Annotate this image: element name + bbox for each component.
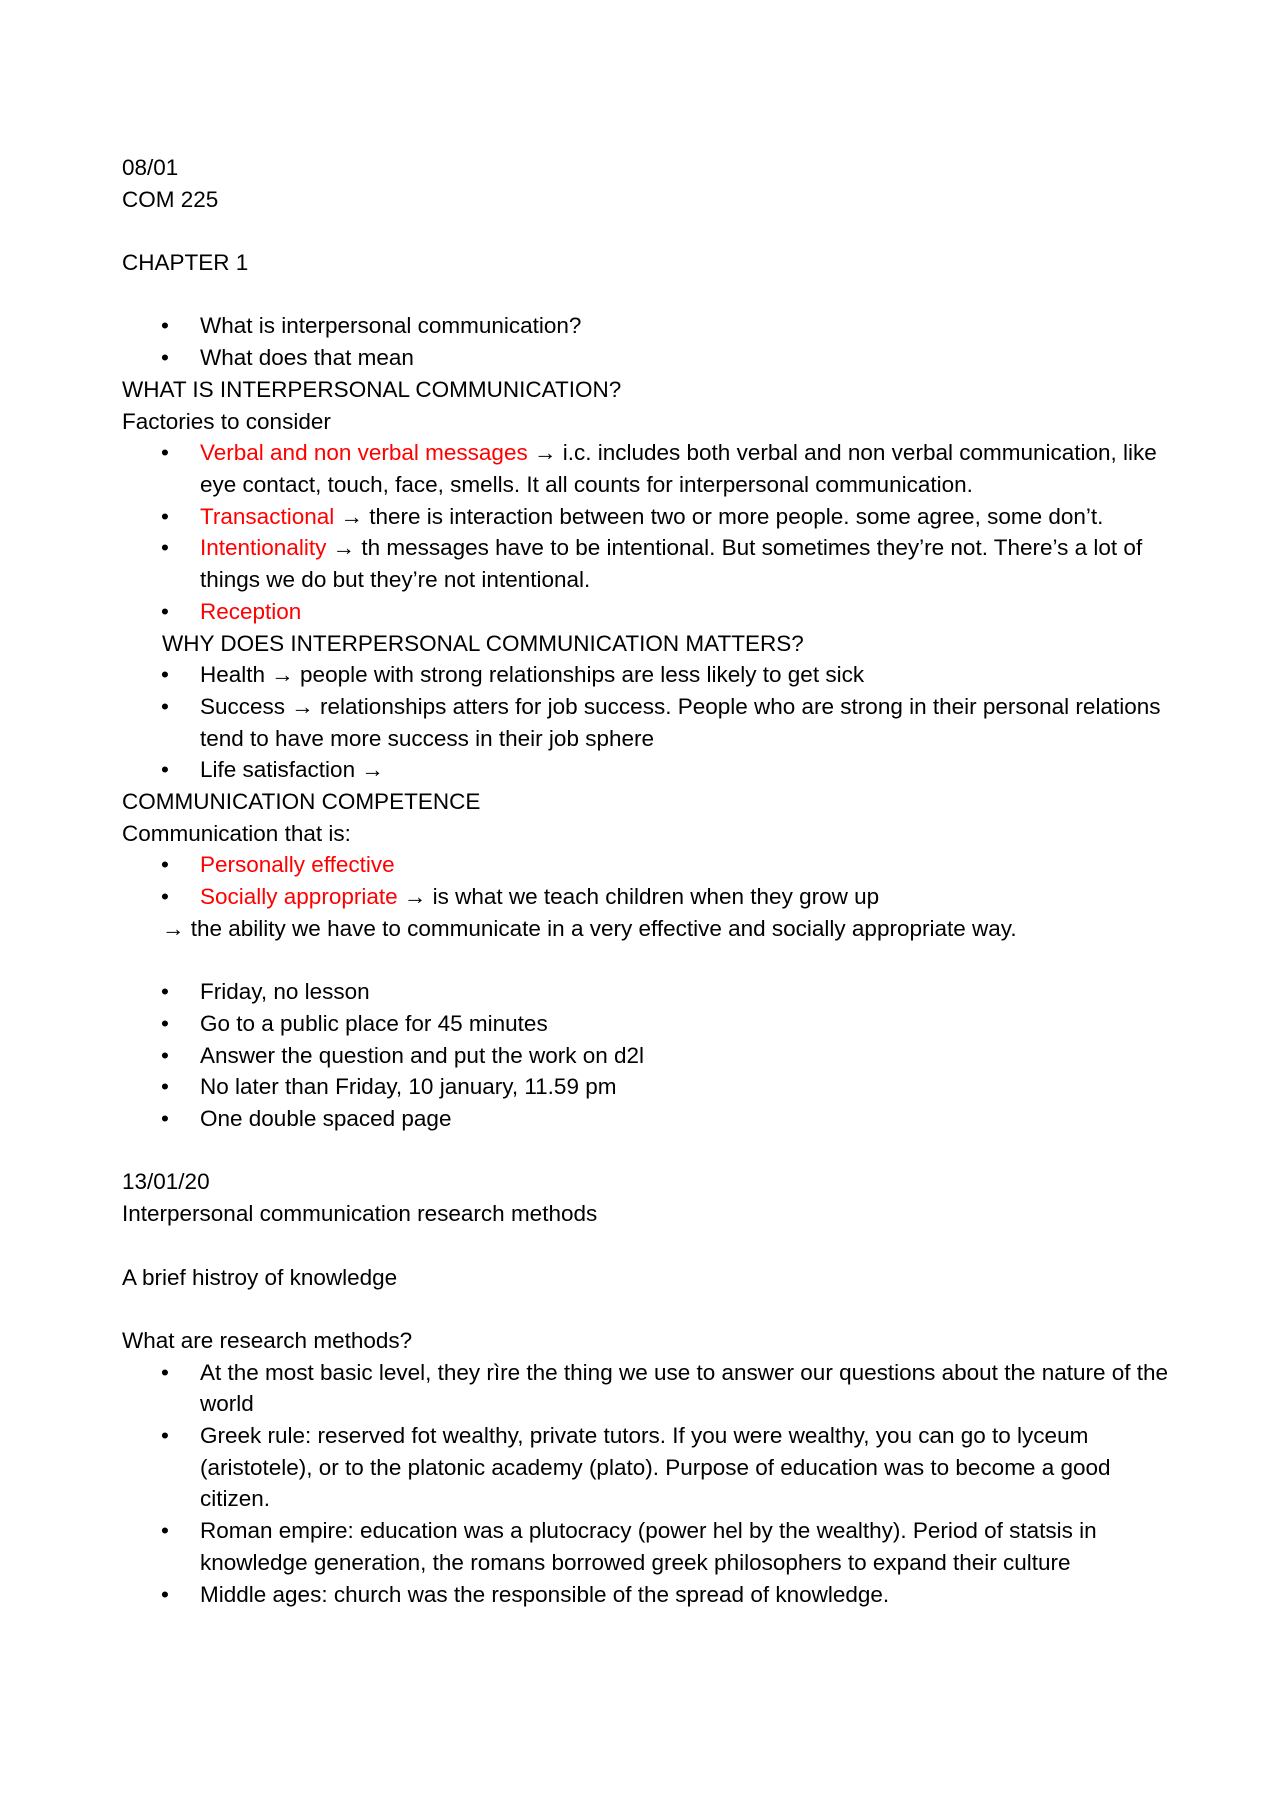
term-highlight: Transactional: [200, 503, 335, 529]
list-item: [122, 881, 1180, 913]
research-list: [122, 1357, 1180, 1611]
section-subheading-competence: Communication that is:: [122, 820, 351, 846]
term-highlight: Verbal and non verbal messages: [200, 440, 528, 466]
factor-list: [122, 437, 1180, 627]
list-item: • Greek rule: reserved fot wealthy, private tutors. If you were wealthy, you can go to lyceum (aristotele), or to the platonic academy (plato). Purpose of education was to become a good citizen.: [122, 1420, 1180, 1515]
second-note-title: Interpersonal communication research methods: [122, 1201, 598, 1227]
spacer: [122, 945, 1180, 977]
term-description: → th messages have to be intentional. But sometimes they’re not. There’s a lot of things we do but they’re not intentional.: [200, 535, 1143, 593]
research-question: What are research methods?: [122, 1327, 413, 1353]
list-item: • Answer the question and put the work on d2l: [122, 1040, 1180, 1072]
list-item: • Friday, no lesson: [122, 976, 1180, 1008]
list-item: • What is interpersonal communication?: [122, 310, 1180, 342]
chapter-heading: CHAPTER 1: [122, 250, 249, 276]
list-item: • At the most basic level, they rìre the thing we use to answer our questions about the nature of the world: [122, 1357, 1180, 1420]
spacer: [122, 279, 1180, 311]
term-highlight: Personally effective: [200, 852, 395, 878]
list-item: [122, 501, 1180, 533]
list-item: • Life satisfaction →: [122, 754, 1180, 786]
list-item: • One double spaced page: [122, 1103, 1180, 1135]
section-subheading-factors: Factories to consider: [122, 408, 331, 434]
term-highlight: Intentionality: [200, 535, 327, 561]
competence-summary: → the ability we have to communicate in a very effective and socially appropriate way.: [162, 915, 1017, 941]
list-item: • Success → relationships atters for job success. People who are strong in their personal relations tend to have more success in their job sphere: [122, 691, 1180, 754]
list-item: • Middle ages: church was the responsible of the spread of knowledge.: [122, 1579, 1180, 1611]
intro-question-list: [122, 310, 1180, 373]
list-item: • No later than Friday, 10 january, 11.59 pm: [122, 1071, 1180, 1103]
section-heading-why: WHY DOES INTERPERSONAL COMMUNICATION MATTERS?: [162, 630, 804, 656]
spacer: [122, 215, 1180, 247]
list-item: • Roman empire: education was a plutocracy (power hel by the wealthy). Period of statsis in knowledge generation, the romans borrowed greek philosophers to expand their culture: [122, 1515, 1180, 1578]
section-heading-competence: COMMUNICATION COMPETENCE: [122, 789, 481, 815]
list-item: [122, 596, 1180, 628]
term-description: → is what we teach children when they grow up: [397, 884, 880, 910]
why-list: [122, 659, 1180, 786]
spacer: [122, 1293, 1180, 1325]
competence-list: [122, 849, 1180, 912]
spacer: [122, 1135, 1180, 1167]
course-code: COM 225: [122, 186, 219, 212]
list-item: • What does that mean: [122, 342, 1180, 374]
assignment-list: [122, 976, 1180, 1135]
list-item: [122, 437, 1180, 500]
note-date: 08/01: [122, 155, 179, 180]
list-item: [122, 849, 1180, 881]
section-heading-what-is: WHAT IS INTERPERSONAL COMMUNICATION?: [122, 376, 622, 402]
list-item: • Go to a public place for 45 minutes: [122, 1008, 1180, 1040]
spacer: [122, 1230, 1180, 1262]
list-item: • Health → people with strong relationships are less likely to get sick: [122, 659, 1180, 691]
term-description: → there is interaction between two or more people. some agree, some don’t.: [334, 503, 1104, 529]
term-highlight: Socially appropriate: [200, 884, 398, 910]
history-heading: A brief histroy of knowledge: [122, 1264, 398, 1290]
second-note-date: 13/01/20: [122, 1169, 210, 1195]
term-highlight: Reception: [200, 598, 302, 624]
list-item: [122, 532, 1180, 595]
term-description: → i.c. includes both verbal and non verbal communication, like eye contact, touch, face, smells. It all counts for interpersonal communication.: [200, 440, 1157, 497]
